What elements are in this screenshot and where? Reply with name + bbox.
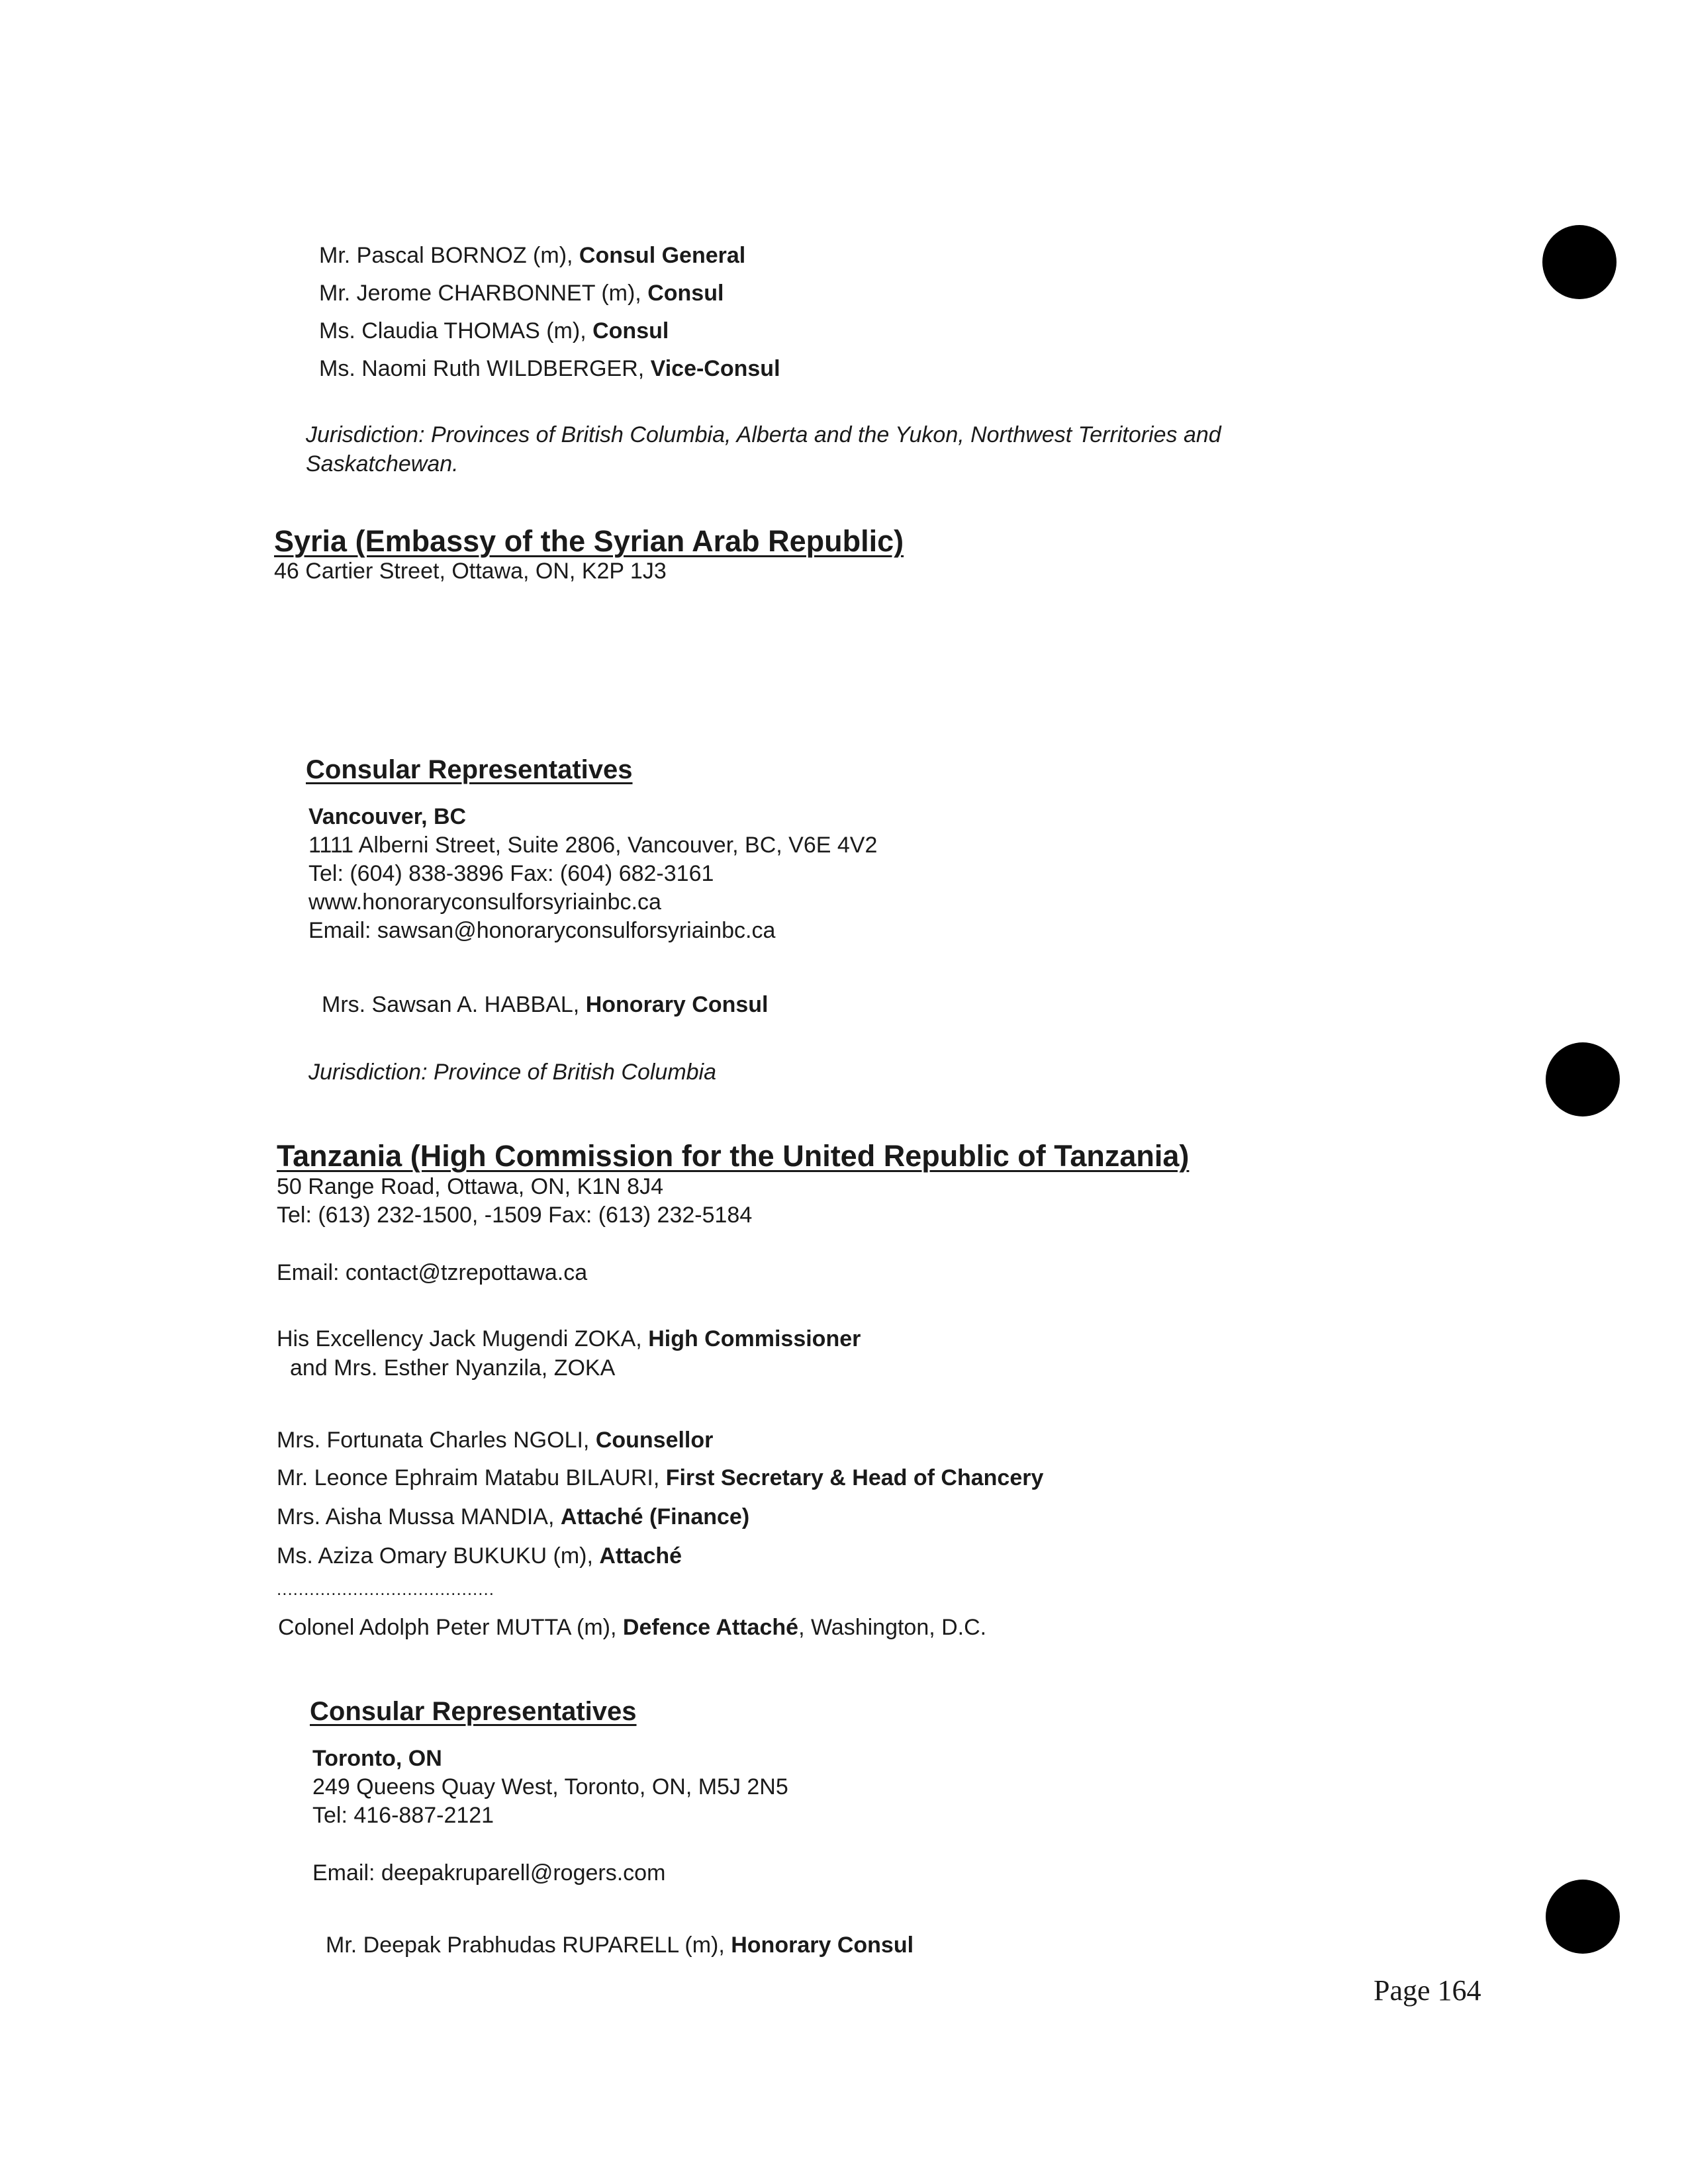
staff-line: Ms. Claudia THOMAS (m), Consul xyxy=(319,318,669,343)
consular-email: Email: sawsan@honoraryconsulforsyriainbc.ca xyxy=(308,918,776,943)
consul-line: Mr. Deepak Prabhudas RUPARELL (m), Honorary Consul xyxy=(326,1933,914,1958)
consular-phone: Tel: (604) 838-3896 Fax: (604) 682-3161 xyxy=(308,861,714,886)
section-heading-tanzania: Tanzania (High Commission for the United Republic of Tanzania) xyxy=(277,1139,1190,1173)
consular-email: Email: deepakruparell@rogers.com xyxy=(312,1860,666,1886)
consular-address: 1111 Alberni Street, Suite 2806, Vancouver, BC, V6E 4V2 xyxy=(308,833,878,858)
dotted-separator: ........................................ xyxy=(277,1579,494,1599)
staff-line: Mr. Leonce Ephraim Matabu BILAURI, First Secretary & Head of Chancery xyxy=(277,1465,1044,1490)
jurisdiction-text: Saskatchewan. xyxy=(306,451,459,477)
section-heading-syria: Syria (Embassy of the Syrian Arab Republic) xyxy=(274,524,904,558)
punch-hole-middle xyxy=(1546,1042,1620,1116)
staff-line: Mrs. Aisha Mussa MANDIA, Attaché (Finance) xyxy=(277,1504,750,1529)
consular-website: www.honoraryconsulforsyriainbc.ca xyxy=(308,889,661,915)
consular-phone: Tel: 416-887-2121 xyxy=(312,1803,494,1828)
syria-address: 46 Cartier Street, Ottawa, ON, K2P 1J3 xyxy=(274,559,667,584)
head-of-mission-line: His Excellency Jack Mugendi ZOKA, High Commissioner xyxy=(277,1326,861,1351)
jurisdiction-text: Jurisdiction: Province of British Columbia xyxy=(308,1060,717,1085)
tanzania-phone: Tel: (613) 232-1500, -1509 Fax: (613) 232-5184 xyxy=(277,1203,753,1228)
staff-line: Ms. Naomi Ruth WILDBERGER, Vice-Consul xyxy=(319,356,780,381)
staff-line: Mrs. Fortunata Charles NGOLI, Counsellor xyxy=(277,1428,714,1453)
consular-address: 249 Queens Quay West, Toronto, ON, M5J 2N5 xyxy=(312,1774,788,1799)
spouse-line: and Mrs. Esther Nyanzila, ZOKA xyxy=(290,1355,616,1381)
staff-line: Mr. Pascal BORNOZ (m), Consul General xyxy=(319,243,746,268)
punch-hole-bottom xyxy=(1546,1880,1620,1954)
page-number: Page 164 xyxy=(1374,1974,1481,2007)
defence-attache-line: Colonel Adolph Peter MUTTA (m), Defence Attaché, Washington, D.C. xyxy=(278,1615,987,1640)
staff-line: Mr. Jerome CHARBONNET (m), Consul xyxy=(319,281,724,306)
consul-line: Mrs. Sawsan A. HABBAL, Honorary Consul xyxy=(322,992,769,1017)
consular-heading: Consular Representatives xyxy=(310,1697,637,1726)
consular-city: Vancouver, BC xyxy=(308,804,467,829)
staff-line: Ms. Aziza Omary BUKUKU (m), Attaché xyxy=(277,1543,682,1569)
tanzania-address: 50 Range Road, Ottawa, ON, K1N 8J4 xyxy=(277,1174,663,1199)
jurisdiction-text: Jurisdiction: Provinces of British Columbia, Alberta and the Yukon, Northwest Territories and xyxy=(306,422,1221,447)
consular-city: Toronto, ON xyxy=(312,1746,442,1771)
consular-heading: Consular Representatives xyxy=(306,755,633,784)
punch-hole-top xyxy=(1542,225,1617,299)
tanzania-email: Email: contact@tzrepottawa.ca xyxy=(277,1260,588,1285)
